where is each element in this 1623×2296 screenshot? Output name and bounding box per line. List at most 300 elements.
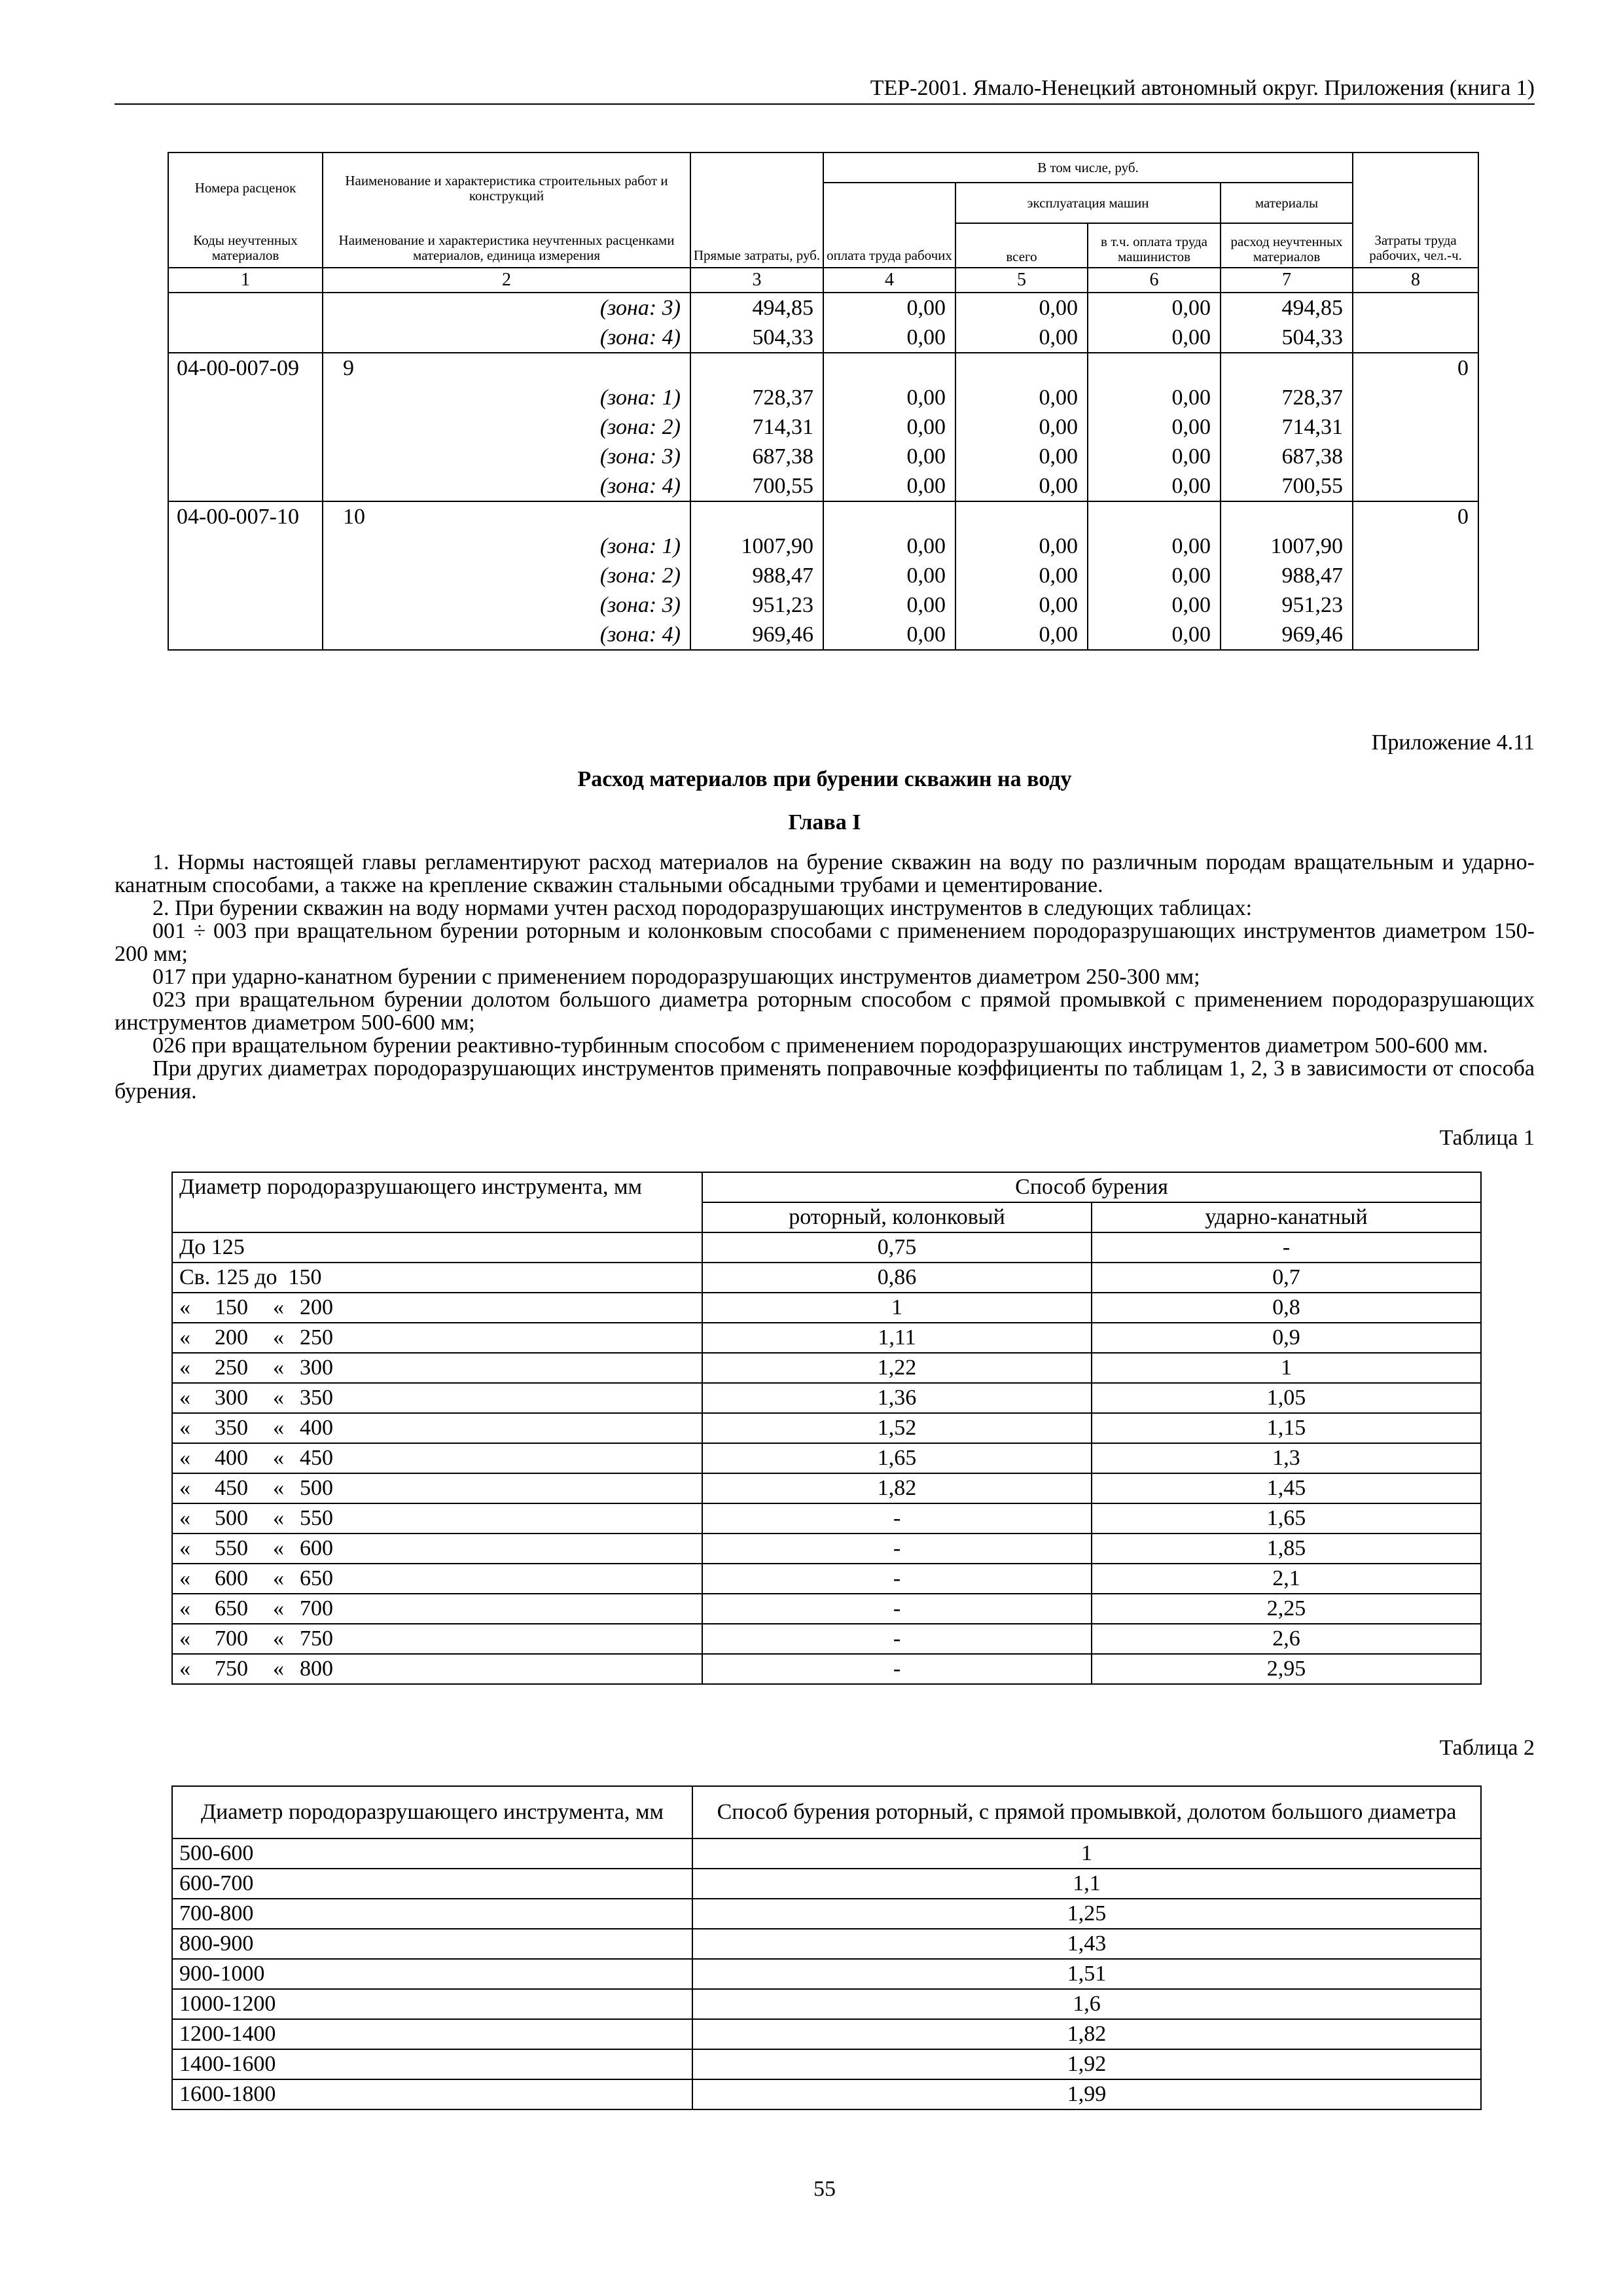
table-row — [172, 1263, 1481, 1293]
range-to: 600 — [300, 1536, 333, 1560]
cell-c5: 0,00 — [955, 383, 1088, 412]
table2-col-diameter: Диаметр породоразрушающего инструмента, мм — [172, 1786, 692, 1839]
column-number: 5 — [955, 268, 1088, 293]
rotary-coef: 1,82 — [702, 1473, 1092, 1503]
diameter-range — [172, 1353, 702, 1383]
rate-code — [168, 323, 323, 353]
rates-table — [168, 152, 1479, 651]
range-from: 250 — [215, 1355, 248, 1380]
cell-c6: 0,00 — [1088, 383, 1221, 412]
table2-label: Таблица 2 — [1439, 1736, 1535, 1760]
range-text — [179, 1504, 702, 1533]
diameter-range: 500-600 — [172, 1839, 692, 1869]
table-row — [172, 2019, 1481, 2049]
rate-name: 10 — [323, 501, 690, 531]
cell-c6: 0,00 — [1088, 471, 1221, 501]
rate-code: 04-00-007-09 — [168, 353, 323, 383]
zone-label: (зона: 4) — [323, 620, 690, 650]
column-number: 2 — [323, 268, 690, 293]
table-row — [168, 471, 1478, 501]
cell-c7: 728,37 — [1221, 383, 1353, 412]
header-direct-costs: Прямые затраты, руб. — [690, 152, 823, 268]
cell-c3: 728,37 — [690, 383, 823, 412]
diameter-range: До 125 — [172, 1232, 702, 1263]
cell-c5: 0,00 — [955, 471, 1088, 501]
table2 — [171, 1785, 1482, 2110]
rate-code — [168, 412, 323, 442]
paragraph: 026 при вращательном бурении реактивно-турбинным способом с применением породоразрушающих инструментов диаметром 500-600 мм. — [152, 1033, 1488, 1058]
zone-label: (зона: 3) — [323, 293, 690, 323]
paragraph: 017 при ударно-канатном бурении с применением породоразрушающих инструментов диаметром 250-300 мм; — [152, 965, 1200, 989]
cell-c4: 0,00 — [823, 383, 955, 412]
cell-c7: 714,31 — [1221, 412, 1353, 442]
cell-c5: 0,00 — [955, 590, 1088, 620]
zone-label: (зона: 2) — [323, 412, 690, 442]
cell-c5: 0,00 — [955, 412, 1088, 442]
cell-c7: 969,46 — [1221, 620, 1353, 650]
zone-label: (зона: 3) — [323, 590, 690, 620]
cell-c5: 0,00 — [955, 293, 1088, 323]
cell-c6: 0,00 — [1088, 620, 1221, 650]
header-incl-rub: В том числе, руб. — [823, 152, 1353, 183]
column-number: 7 — [1221, 268, 1353, 293]
table-row — [172, 1594, 1481, 1624]
range-text — [179, 1534, 702, 1563]
coefficient: 1,51 — [692, 1959, 1481, 1989]
range-from: 200 — [215, 1325, 248, 1350]
diameter-range: 900-1000 — [172, 1959, 692, 1989]
ditto-mark: « — [179, 1416, 190, 1440]
ditto-mark: « — [179, 1596, 190, 1621]
coefficient: 1 — [692, 1839, 1481, 1869]
ditto-mark: « — [273, 1657, 284, 1681]
cell-c7 — [1221, 501, 1353, 531]
table1-col-diameter: Диаметр породоразрушающего инструмента, мм — [172, 1172, 702, 1232]
cell-c8 — [1353, 383, 1478, 412]
table-row — [168, 442, 1478, 471]
range-text — [179, 1444, 702, 1473]
cell-c3 — [690, 353, 823, 383]
table1-label: Таблица 1 — [1439, 1126, 1535, 1150]
rotary-coef: - — [702, 1654, 1092, 1684]
cell-c6: 0,00 — [1088, 442, 1221, 471]
rotary-coef: 1 — [702, 1293, 1092, 1323]
range-from: 700 — [215, 1626, 248, 1651]
cell-c8 — [1353, 620, 1478, 650]
diameter-range — [172, 1534, 702, 1564]
cell-c6: 0,00 — [1088, 323, 1221, 353]
table-row — [168, 383, 1478, 412]
range-to: 750 — [300, 1626, 333, 1651]
range-to: 350 — [300, 1386, 333, 1410]
percussion-coef: 0,8 — [1092, 1293, 1481, 1323]
range-text — [179, 1354, 702, 1382]
header-rate-numbers: Номера расценок — [168, 152, 323, 223]
rate-code — [168, 531, 323, 561]
ditto-mark: « — [273, 1566, 284, 1590]
cell-c4: 0,00 — [823, 323, 955, 353]
cell-c4: 0,00 — [823, 471, 955, 501]
cell-c5 — [955, 501, 1088, 531]
ditto-mark: « — [273, 1506, 284, 1530]
ditto-mark: « — [179, 1446, 190, 1470]
paragraph: 001 ÷ 003 при вращательном бурении роторным и колонковым способами с применением породоразрушающих инструментов диаметром 150-200 мм; — [115, 919, 1535, 966]
table1-col-method: Способ бурения — [702, 1172, 1481, 1202]
section-title: Расход материалов при бурении скважин на воду — [577, 767, 1072, 791]
range-from: 650 — [215, 1596, 248, 1621]
rate-code — [168, 590, 323, 620]
column-number: 8 — [1353, 268, 1478, 293]
percussion-coef: 1,15 — [1092, 1413, 1481, 1443]
range-text — [179, 1655, 702, 1683]
cell-c8: 0 — [1353, 501, 1478, 531]
column-number: 4 — [823, 268, 955, 293]
cell-c3: 700,55 — [690, 471, 823, 501]
ditto-mark: « — [179, 1626, 190, 1651]
table1-col-percussion: ударно-канатный — [1092, 1202, 1481, 1232]
cell-c7: 504,33 — [1221, 323, 1353, 353]
table-row — [172, 2079, 1481, 2109]
ditto-mark: « — [273, 1446, 284, 1470]
range-from: 500 — [215, 1506, 248, 1530]
paragraph: 2. При бурении скважин на воду нормами учтен расход породоразрушающих инструментов в следующих таблицах: — [152, 896, 1253, 920]
coefficient: 1,82 — [692, 2019, 1481, 2049]
percussion-coef: 0,7 — [1092, 1263, 1481, 1293]
table-row — [172, 1929, 1481, 1959]
column-number: 6 — [1088, 268, 1221, 293]
range-text — [179, 1323, 702, 1352]
cell-c8 — [1353, 412, 1478, 442]
cell-c8 — [1353, 471, 1478, 501]
cell-c5: 0,00 — [955, 561, 1088, 590]
coefficient: 1,99 — [692, 2079, 1481, 2109]
rate-code — [168, 442, 323, 471]
table-row — [168, 531, 1478, 561]
range-to: 700 — [300, 1596, 333, 1621]
cell-c6 — [1088, 353, 1221, 383]
cell-c8 — [1353, 590, 1478, 620]
ditto-mark: « — [273, 1325, 284, 1350]
table1-col-rotary: роторный, колонковый — [702, 1202, 1092, 1232]
column-number: 3 — [690, 268, 823, 293]
range-from: 600 — [215, 1566, 248, 1590]
page-number: 55 — [813, 2177, 836, 2201]
cell-c7: 951,23 — [1221, 590, 1353, 620]
diameter-range — [172, 1443, 702, 1473]
table-row — [168, 620, 1478, 650]
percussion-coef: 2,25 — [1092, 1594, 1481, 1624]
diameter-range — [172, 1654, 702, 1684]
coefficient: 1,43 — [692, 1929, 1481, 1959]
cell-c4 — [823, 501, 955, 531]
range-to: 450 — [300, 1446, 333, 1470]
range-to: 550 — [300, 1506, 333, 1530]
diameter-range: 1400-1600 — [172, 2049, 692, 2079]
cell-c6: 0,00 — [1088, 561, 1221, 590]
chapter-title: Глава I — [788, 810, 861, 834]
rate-code — [168, 620, 323, 650]
zone-label: (зона: 4) — [323, 323, 690, 353]
coefficient: 1,25 — [692, 1899, 1481, 1929]
header-incl-operators: в т.ч. оплата труда машинистов — [1088, 223, 1221, 268]
cell-c4: 0,00 — [823, 442, 955, 471]
table-row — [168, 323, 1478, 353]
diameter-range: Св. 125 до 150 — [172, 1263, 702, 1293]
range-to: 250 — [300, 1325, 333, 1350]
range-text — [179, 1624, 702, 1653]
header-total: всего — [955, 223, 1088, 268]
ditto-mark: « — [273, 1355, 284, 1380]
range-text — [179, 1564, 702, 1593]
rotary-coef: - — [702, 1564, 1092, 1594]
range-text — [179, 1474, 702, 1503]
cell-c3: 1007,90 — [690, 531, 823, 561]
cell-c5: 0,00 — [955, 323, 1088, 353]
table-row — [172, 1353, 1481, 1383]
ditto-mark: « — [273, 1476, 284, 1500]
table-row — [172, 1869, 1481, 1899]
coefficient: 1,92 — [692, 2049, 1481, 2079]
range-from: 450 — [215, 1476, 248, 1500]
cell-c7: 687,38 — [1221, 442, 1353, 471]
cell-c8 — [1353, 323, 1478, 353]
range-from: 300 — [215, 1386, 248, 1410]
header-unaccounted-materials: расход неучтенных материалов — [1221, 223, 1353, 268]
header-materials: материалы — [1221, 183, 1353, 223]
ditto-mark: « — [273, 1596, 284, 1621]
ditto-mark: « — [179, 1476, 190, 1500]
percussion-coef: 1,05 — [1092, 1383, 1481, 1413]
cell-c8 — [1353, 293, 1478, 323]
cell-c4: 0,00 — [823, 620, 955, 650]
column-number: 1 — [168, 268, 323, 293]
range-text — [179, 1293, 702, 1322]
table-row — [168, 353, 1478, 383]
rate-code — [168, 383, 323, 412]
diameter-range: 600-700 — [172, 1869, 692, 1899]
range-from: 400 — [215, 1446, 248, 1470]
diameter-range — [172, 1503, 702, 1534]
table-row — [172, 1232, 1481, 1263]
ditto-mark: « — [179, 1566, 190, 1590]
table-row — [172, 2049, 1481, 2079]
cell-c4 — [823, 353, 955, 383]
zone-label: (зона: 3) — [323, 442, 690, 471]
cell-c5 — [955, 353, 1088, 383]
table-row — [172, 1443, 1481, 1473]
rotary-coef: - — [702, 1503, 1092, 1534]
cell-c7: 700,55 — [1221, 471, 1353, 501]
diameter-range: 700-800 — [172, 1899, 692, 1929]
percussion-coef: 0,9 — [1092, 1323, 1481, 1353]
rotary-coef: 0,75 — [702, 1232, 1092, 1263]
rotary-coef: - — [702, 1594, 1092, 1624]
cell-c3: 951,23 — [690, 590, 823, 620]
diameter-range — [172, 1293, 702, 1323]
ditto-mark: « — [179, 1536, 190, 1560]
rate-code — [168, 561, 323, 590]
paragraph: При других диаметрах породоразрушающих инструментов применять поправочные коэффициенты по таблицам 1, 2, 3 в зависимости от способа бурения. — [115, 1056, 1535, 1103]
cell-c4: 0,00 — [823, 531, 955, 561]
table-row — [172, 1899, 1481, 1929]
ditto-mark: « — [273, 1386, 284, 1410]
zone-label: (зона: 1) — [323, 383, 690, 412]
diameter-range — [172, 1323, 702, 1353]
cell-c8 — [1353, 531, 1478, 561]
zone-label: (зона: 4) — [323, 471, 690, 501]
cell-c5: 0,00 — [955, 620, 1088, 650]
table-row — [168, 590, 1478, 620]
cell-c6: 0,00 — [1088, 590, 1221, 620]
rotary-coef: 1,52 — [702, 1413, 1092, 1443]
ditto-mark: « — [179, 1506, 190, 1530]
cell-c7: 988,47 — [1221, 561, 1353, 590]
table-row — [172, 1413, 1481, 1443]
rotary-coef: - — [702, 1534, 1092, 1564]
diameter-range: 1200-1400 — [172, 2019, 692, 2049]
ditto-mark: « — [273, 1295, 284, 1319]
percussion-coef: 1,65 — [1092, 1503, 1481, 1534]
cell-c3 — [690, 501, 823, 531]
rotary-coef: 1,65 — [702, 1443, 1092, 1473]
table-row — [168, 412, 1478, 442]
percussion-coef: 1,3 — [1092, 1443, 1481, 1473]
rotary-coef: 1,36 — [702, 1383, 1092, 1413]
rate-code — [168, 471, 323, 501]
body-text — [115, 851, 1535, 1103]
percussion-coef: 1 — [1092, 1353, 1481, 1383]
range-to: 200 — [300, 1295, 333, 1319]
coefficient: 1,1 — [692, 1869, 1481, 1899]
ditto-mark: « — [273, 1536, 284, 1560]
diameter-range: 1600-1800 — [172, 2079, 692, 2109]
table-row — [172, 1989, 1481, 2019]
range-from: 550 — [215, 1536, 248, 1560]
diameter-range: 1000-1200 — [172, 1989, 692, 2019]
ditto-mark: « — [273, 1416, 284, 1440]
appendix-label: Приложение 4.11 — [1371, 730, 1535, 755]
header-machine-operation: эксплуатация машин — [955, 183, 1221, 223]
diameter-range: 800-900 — [172, 1929, 692, 1959]
running-header: ТЕР-2001. Ямало-Ненецкий автономный округ. Приложения (книга 1) — [115, 73, 1535, 105]
cell-c6: 0,00 — [1088, 412, 1221, 442]
percussion-coef: 2,1 — [1092, 1564, 1481, 1594]
table-row — [172, 1654, 1481, 1684]
cell-c6: 0,00 — [1088, 293, 1221, 323]
cell-c4: 0,00 — [823, 561, 955, 590]
cell-c7: 494,85 — [1221, 293, 1353, 323]
header-labor-pay: оплата труда рабочих — [823, 183, 955, 268]
range-text — [179, 1594, 702, 1623]
table-row — [168, 293, 1478, 323]
range-to: 650 — [300, 1566, 333, 1590]
cell-c7: 1007,90 — [1221, 531, 1353, 561]
range-to: 800 — [300, 1657, 333, 1681]
cell-c8 — [1353, 561, 1478, 590]
cell-c3: 494,85 — [690, 293, 823, 323]
zone-label: (зона: 2) — [323, 561, 690, 590]
range-from: 150 — [215, 1295, 248, 1319]
diameter-range — [172, 1594, 702, 1624]
ditto-mark: « — [273, 1626, 284, 1651]
cell-c4: 0,00 — [823, 412, 955, 442]
rate-code — [168, 293, 323, 323]
cell-c4: 0,00 — [823, 590, 955, 620]
table-row — [172, 1383, 1481, 1413]
rate-name: 9 — [323, 353, 690, 383]
header-codes-unaccounted: Коды неучтенных материалов — [168, 223, 323, 268]
zone-label: (зона: 1) — [323, 531, 690, 561]
cell-c8 — [1353, 442, 1478, 471]
percussion-coef: 1,85 — [1092, 1534, 1481, 1564]
diameter-range — [172, 1413, 702, 1443]
ditto-mark: « — [179, 1386, 190, 1410]
rate-code: 04-00-007-10 — [168, 501, 323, 531]
cell-c3: 687,38 — [690, 442, 823, 471]
table-row — [172, 1839, 1481, 1869]
header-labor-costs: Затраты труда рабочих, чел.-ч. — [1353, 152, 1478, 268]
range-from: 350 — [215, 1416, 248, 1440]
coefficient: 1,6 — [692, 1989, 1481, 2019]
cell-c6: 0,00 — [1088, 531, 1221, 561]
range-from: 750 — [215, 1657, 248, 1681]
table-row — [172, 1959, 1481, 1989]
percussion-coef: 2,95 — [1092, 1654, 1481, 1684]
percussion-coef: 1,45 — [1092, 1473, 1481, 1503]
ditto-mark: « — [179, 1295, 190, 1319]
rotary-coef: 1,22 — [702, 1353, 1092, 1383]
table-row — [172, 1293, 1481, 1323]
range-to: 500 — [300, 1476, 333, 1500]
cell-c8: 0 — [1353, 353, 1478, 383]
table-row — [172, 1503, 1481, 1534]
table-row — [168, 561, 1478, 590]
header-name-characteristics: Наименование и характеристика строительных работ и конструкций — [323, 152, 690, 223]
header-names-unaccounted: Наименование и характеристика неучтенных расценками материалов, единица измерения — [323, 223, 690, 268]
table-row — [168, 501, 1478, 531]
range-text — [179, 1384, 702, 1412]
cell-c3: 969,46 — [690, 620, 823, 650]
cell-c5: 0,00 — [955, 531, 1088, 561]
table1 — [171, 1172, 1482, 1685]
cell-c3: 988,47 — [690, 561, 823, 590]
range-to: 300 — [300, 1355, 333, 1380]
diameter-range — [172, 1564, 702, 1594]
cell-c7 — [1221, 353, 1353, 383]
cell-c5: 0,00 — [955, 442, 1088, 471]
rotary-coef: 0,86 — [702, 1263, 1092, 1293]
diameter-range — [172, 1473, 702, 1503]
ditto-mark: « — [179, 1325, 190, 1350]
range-to: 400 — [300, 1416, 333, 1440]
table-row — [172, 1473, 1481, 1503]
table-row — [172, 1624, 1481, 1654]
ditto-mark: « — [179, 1657, 190, 1681]
cell-c3: 714,31 — [690, 412, 823, 442]
rotary-coef: - — [702, 1624, 1092, 1654]
diameter-range — [172, 1383, 702, 1413]
rotary-coef: 1,11 — [702, 1323, 1092, 1353]
ditto-mark: « — [179, 1355, 190, 1380]
cell-c6 — [1088, 501, 1221, 531]
percussion-coef: 2,6 — [1092, 1624, 1481, 1654]
diameter-range — [172, 1624, 702, 1654]
table-row — [172, 1564, 1481, 1594]
percussion-coef: - — [1092, 1232, 1481, 1263]
table-row — [172, 1323, 1481, 1353]
table2-col-method: Способ бурения роторный, с прямой промывкой, долотом большого диаметра — [692, 1786, 1481, 1839]
table-row — [172, 1534, 1481, 1564]
